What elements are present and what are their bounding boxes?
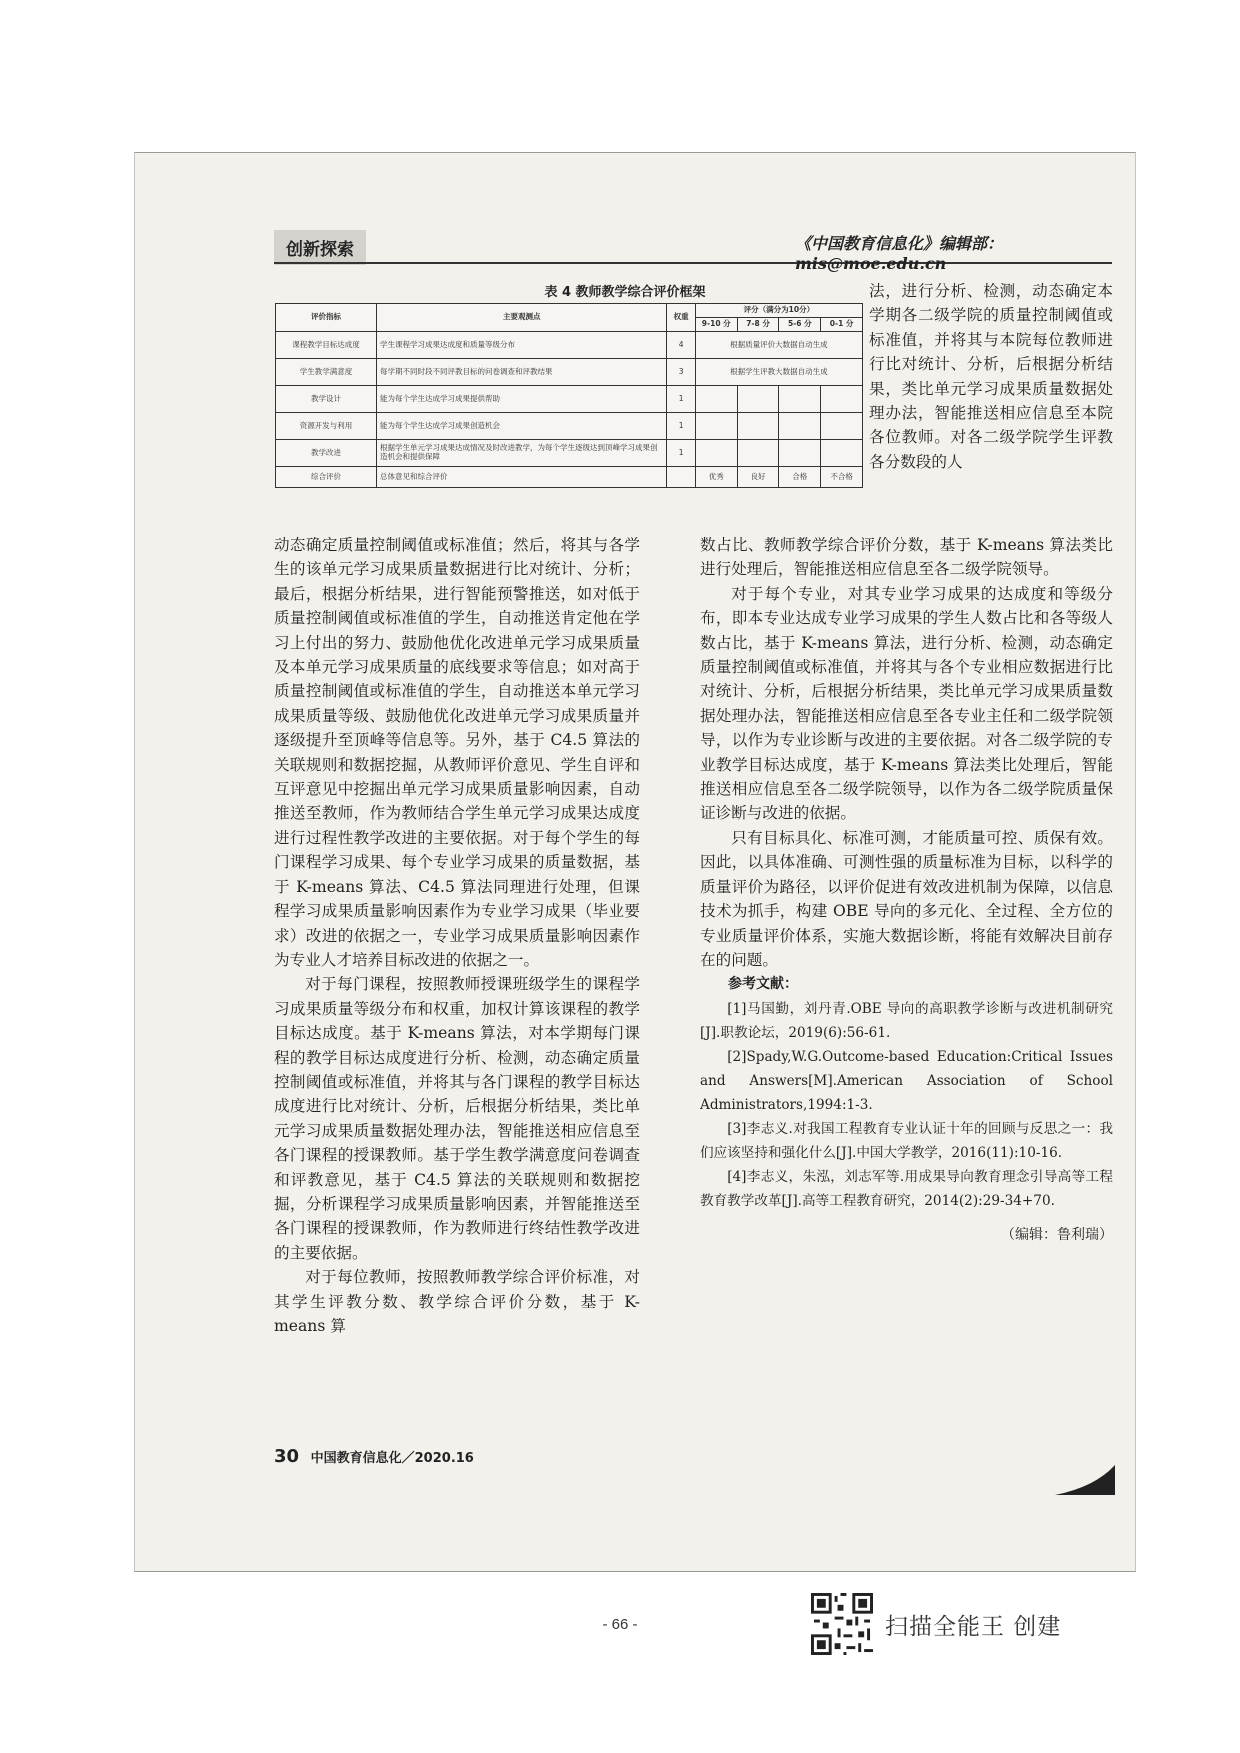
table-cell [695, 386, 737, 413]
table-cell: 教学改进 [276, 440, 377, 467]
table-cell: 能为每个学生达成学习成果提供帮助 [376, 386, 666, 413]
table-cell [779, 413, 821, 440]
table-cell: 良好 [737, 467, 779, 488]
reference-item: [1]马国勤，刘丹青.OBE 导向的高职教学诊断与改进机制研究[J].职教论坛，2019(6):56-61. [700, 1000, 1113, 1041]
reference-item: [4]李志义，朱泓，刘志军等.用成果导向教育理念引导高等工程教育教学改革[J].高等工程教育研究，2014(2):29-34+70. [700, 1168, 1113, 1209]
table-cell: 3 [667, 359, 695, 386]
left-column [274, 533, 640, 1338]
table-cell: 总体意见和综合评价 [376, 467, 666, 488]
table-header-weight: 权重 [667, 304, 695, 332]
table-cell [821, 440, 863, 467]
table-cell: 资源开发与利用 [276, 413, 377, 440]
table-cell: 1 [667, 386, 695, 413]
references-title: 参考文献： [728, 976, 798, 993]
table-row [276, 332, 863, 359]
journal-header: 《中国教育信息化》编辑部：mis@moe.edu.cn [795, 234, 1004, 273]
table-cell: 每学期不同时段不同评教目标的问卷调查和评教结果 [376, 359, 666, 386]
table-header-observation: 主要观测点 [376, 304, 666, 332]
table-header-score-range: 5-6 分 [779, 318, 821, 332]
table-header-indicator: 评价指标 [276, 304, 377, 332]
table-row [276, 386, 863, 413]
table-cell: 能为每个学生达成学习成果创造机会 [376, 413, 666, 440]
reference-item: [3]李志义.对我国工程教育专业认证十年的回顾与反思之一：我们应该坚持和强化什么[J].中国大学教学，2016(11):10-16. [700, 1120, 1113, 1161]
table-header-score: 评分（满分为10分） [695, 304, 862, 318]
table-cell [737, 413, 779, 440]
table-cell: 优秀 [695, 467, 737, 488]
table-cell: 根据学生单元学习成果达成情况及时改进教学，为每个学生逐级达到顶峰学习成果创造机会和提供保障 [376, 440, 666, 467]
footer-page-number: 30 [274, 1446, 300, 1467]
table-cell [695, 413, 737, 440]
table-cell [821, 386, 863, 413]
table-cell: 1 [667, 413, 695, 440]
table-cell: 合格 [779, 467, 821, 488]
page-curl-decoration [1055, 1465, 1115, 1495]
right-column [700, 533, 1113, 1247]
table-cell: 4 [667, 332, 695, 359]
table-cell [779, 440, 821, 467]
reference-item: [2]Spady,W.G.Outcome-based Education:Critical Issues and Answers[M].American Association of School Administrators,1994:1-3. [700, 1048, 1113, 1113]
evaluation-table [275, 303, 863, 488]
table-cell: 教学设计 [276, 386, 377, 413]
body-paragraph: 法，进行分析、检测，动态确定本学期各二级学院的质量控制阈值或标准值，并将其与本院每位教师进行比对统计、分析，后根据分析结果，类比单元学习成果质量数据处理办法，智能推送相应信息至本院各位教师。对各二级学院学生评教各分数段的人 [869, 282, 1113, 471]
table-header-score-range: 9-10 分 [695, 318, 737, 332]
table-row [276, 413, 863, 440]
table-header-score-range: 7-8 分 [737, 318, 779, 332]
editor-note: （编辑：鲁利瑞） [1001, 1226, 1113, 1243]
table-cell: 学生课程学习成果达成度和质量等级分布 [376, 332, 666, 359]
table-cell [695, 440, 737, 467]
table-cell [737, 440, 779, 467]
scanner-text: 扫描全能王 创建 [885, 1613, 1062, 1640]
body-paragraph: 动态确定质量控制阈值或标准值；然后，将其与各学生的该单元学习成果质量数据进行比对统计、分析；最后，根据分析结果，进行智能预警推送，如对低于质量控制阈值或标准值的学生，自动推送肯定他在学习上付出的努力、鼓励他优化改进单元学习成果质量及本单元学习成果质量的底线要求等信息；如对高于质量控制阈值或标准值的学生，自动推送本单元学习成果质量等级、鼓励他优化改进单元学习成果质量并逐级提升至顶峰等信息等。另外，基于 C4.5 算法的关联规则和数据挖掘，从教师评价意见、学生自评和互评意见中挖掘出单元学习成果质量影响因素，自动推送至教师，作为教师结合学生单元学习成果达成度进行过程性教学改进的主要依据。对于每个学生的每门课程学习成果、每个专业学习成果的质量数据，基于 K-means 算法、C4.5 算法同理进行处理，但课程学习成果质量影响因素作为专业学习成果（毕业要求）改进的依据之一，专业学习成果质量影响因素作为专业人才培养目标改进的依据之一。 [274, 536, 640, 969]
table-cell [779, 386, 821, 413]
table-cell: 课程教学目标达成度 [276, 332, 377, 359]
body-paragraph: 对于每门课程，按照教师授课班级学生的课程学习成果质量等级分布和权重，加权计算该课程的教学目标达成度。基于 K-means 算法，对本学期每门课程的教学目标达成度进行分析、检测，动态确定质量控制阈值或标准值，并将其与各门课程的教学目标达成度进行比对统计、分析，后根据分析结果，类比单元学习成果质量数据处理办法，智能推送相应信息至各门课程的授课教师。基于学生教学满意度问卷调查和评教意见，基于 C4.5 算法的关联规则和数据挖掘，分析课程学习成果质量影响因素，并智能推送至各门课程的授课教师，作为教师进行终结性教学改进的主要依据。 [274, 975, 640, 1262]
section-label: 创新探索 [274, 230, 366, 265]
page-number: - 66 - [602, 1616, 638, 1633]
body-paragraph: 对于每个专业，对其专业学习成果的达成度和等级分布，即本专业达成专业学习成果的学生人数占比和各等级人数占比，基于 K-means 算法，进行分析、检测，动态确定质量控制阈值或标准值，并将其与各个专业相应数据进行比对统计、分析，后根据分析结果，类比单元学习成果质量数据处理办法，智能推送相应信息至各专业主任和二级学院领导，以作为专业诊断与改进的主要依据。对各二级学院的专业教学目标达成度，基于 K-means 算法类比处理后，智能推送相应信息至各二级学院领导，以作为各二级学院质量保证诊断与改进的依据。 [700, 584, 1113, 823]
body-paragraph: 对于每位教师，按照教师教学综合评价标准，对其学生评教分数、教学综合评价分数，基于 K-means 算 [274, 1268, 640, 1335]
page-footer [274, 1446, 474, 1467]
table-row [276, 467, 863, 488]
footer-journal: 中国教育信息化／2020.16 [310, 1451, 474, 1466]
right-upper-column [869, 279, 1113, 474]
table-row [276, 440, 863, 467]
table-cell: 综合评价 [276, 467, 377, 488]
body-paragraph: 只有目标具化、标准可测，才能质量可控、质保有效。因此，以具体准确、可测性强的质量标准为目标，以科学的质量评价为路径，以评价促进有效改进机制为保障，以信息技术为抓手，构建 OBE 导向的多元化、全过程、全方位的专业质量评价体系，实施大数据诊断，将能有效解决目前存在的问题。 [700, 828, 1113, 969]
body-paragraph: 数占比、教师教学综合评价分数，基于 K-means 算法类比进行处理后，智能推送相应信息至各二级学院领导。 [700, 536, 1113, 579]
table-cell: 学生教学满意度 [276, 359, 377, 386]
scanned-page [134, 152, 1136, 1640]
table-row [276, 359, 863, 386]
table-cell: 根据质量评价大数据自动生成 [695, 332, 862, 359]
table-title: 表 4 教师教学综合评价框架 [544, 285, 706, 300]
table-cell [737, 386, 779, 413]
table-header-score-range: 0-1 分 [821, 318, 863, 332]
table-cell: 根据学生评教大数据自动生成 [695, 359, 862, 386]
table-cell [667, 467, 695, 488]
table-cell [821, 413, 863, 440]
table-cell: 1 [667, 440, 695, 467]
table-cell: 不合格 [821, 467, 863, 488]
